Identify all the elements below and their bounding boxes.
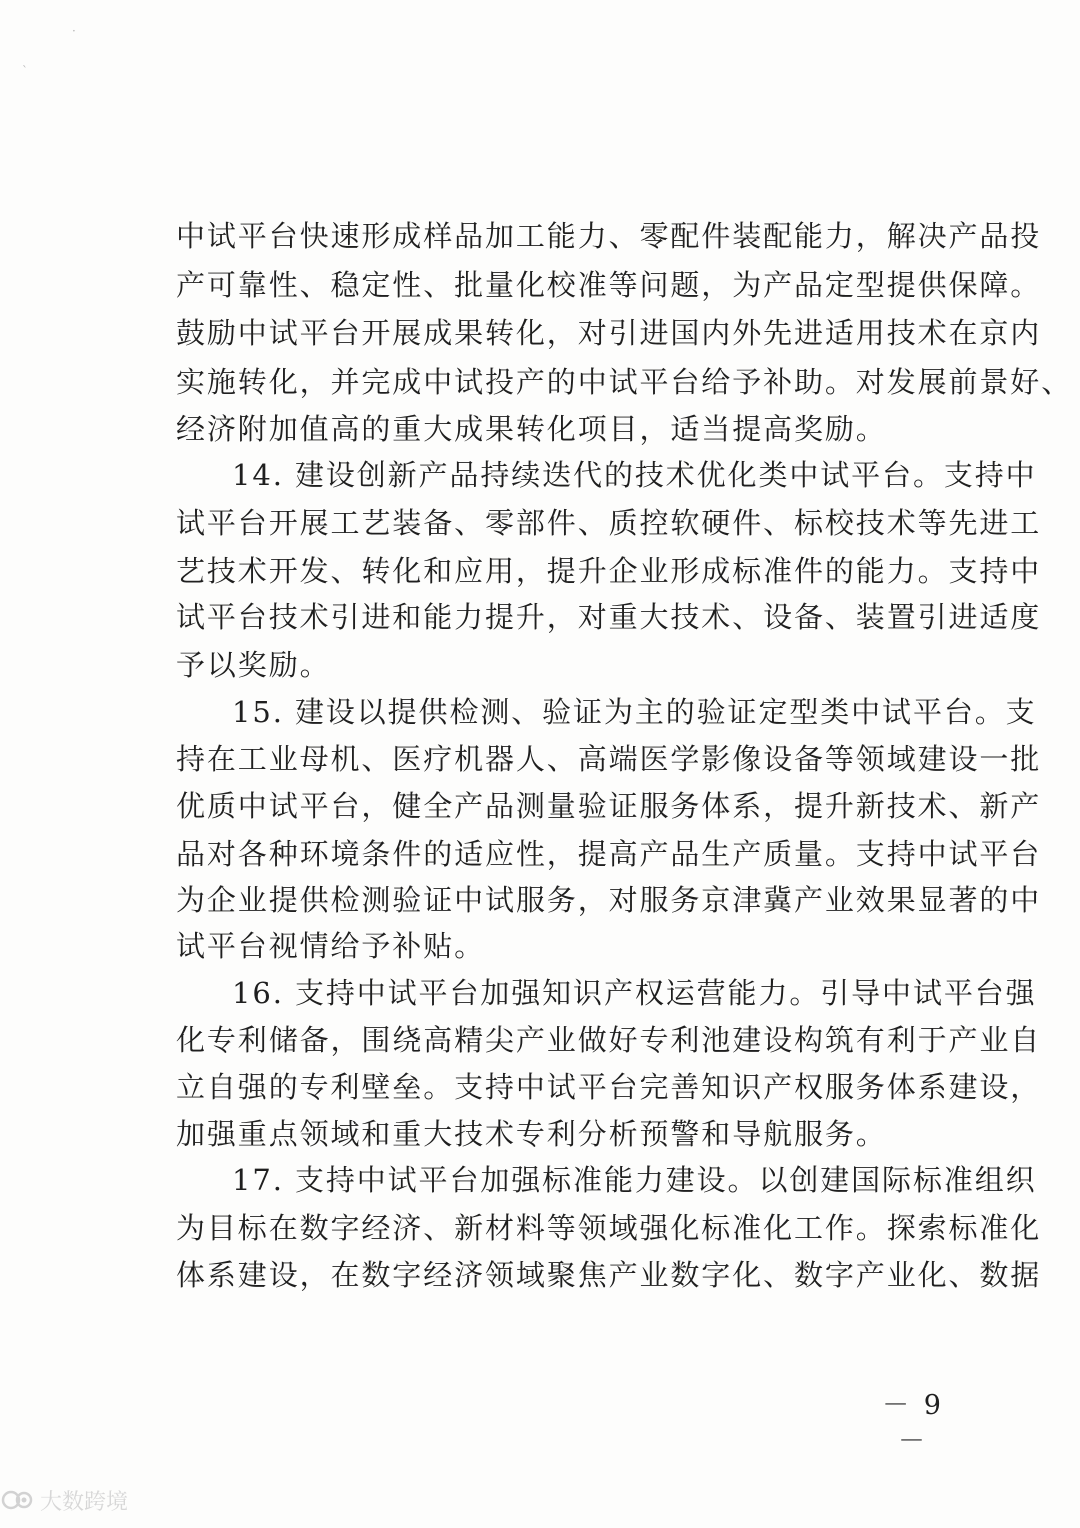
text-line: 品对各种环境条件的适应性，提高产品生产质量。支持中试平台 [176,837,1042,871]
text-line: 实施转化，并完成中试投产的中试平台给予补助。对发展前景好、 [176,365,1073,399]
text-line: 试平台视情给予补贴。 [176,929,486,963]
text-line: 经济附加值高的重大成果转化项目，适当提高奖励。 [176,412,887,446]
page-number: － 9 － [882,1390,944,1457]
watermark [0,1480,128,1520]
text-line: 持在工业母机、医疗机器人、高端医学影像设备等领域建设一批 [176,742,1042,776]
watermark-text: 大数跨境 [40,1489,129,1515]
paragraph-heading-14: 14. 建设创新产品持续迭代的技术优化类中试平台。支持中 [232,458,1037,492]
text-line: 化专利储备，围绕高精尖产业做好专利池建设构筑有利于产业自 [176,1023,1042,1057]
text-line: 加强重点领域和重大技术专利分析预警和导航服务。 [176,1117,887,1151]
text-line: 鼓励中试平台开展成果转化，对引进国内外先进适用技术在京内 [176,316,1042,350]
text-line: 中试平台快速形成样品加工能力、零配件装配能力，解决产品投 [176,219,1042,253]
text-line: 予以奖励。 [176,648,331,682]
text-line: 立自强的专利壁垒。支持中试平台完善知识产权服务体系建设， [176,1070,1042,1104]
text-line: 艺技术开发、转化和应用，提升企业形成标准件的能力。支持中 [176,554,1042,588]
text-line: 试平台开展工艺装备、零部件、质控软硬件、标校技术等先进工 [176,506,1042,540]
watermark-logo-icon [0,1483,34,1517]
paragraph-heading-16: 16. 支持中试平台加强知识产权运营能力。引导中试平台强 [232,976,1037,1010]
scan-speck: ` [22,64,28,78]
text-line: 试平台技术引进和能力提升，对重大技术、设备、装置引进适度 [176,600,1042,634]
paragraph-heading-15: 15. 建设以提供检测、验证为主的验证定型类中试平台。支 [232,695,1037,729]
text-line: 体系建设，在数字经济领域聚焦产业数字化、数字产业化、数据 [176,1258,1042,1292]
text-line: 为企业提供检测验证中试服务，对服务京津冀产业效果显著的中 [176,883,1042,917]
text-line: 产可靠性、稳定性、批量化校准等问题，为产品定型提供保障。 [176,268,1042,302]
text-line: 为目标在数字经济、新材料等领域强化标准化工作。探索标准化 [176,1211,1042,1245]
text-line: 优质中试平台，健全产品测量验证服务体系，提升新技术、新产 [176,789,1042,823]
scan-speck: · [72,24,76,38]
paragraph-heading-17: 17. 支持中试平台加强标准能力建设。以创建国际标准组织 [232,1163,1037,1197]
